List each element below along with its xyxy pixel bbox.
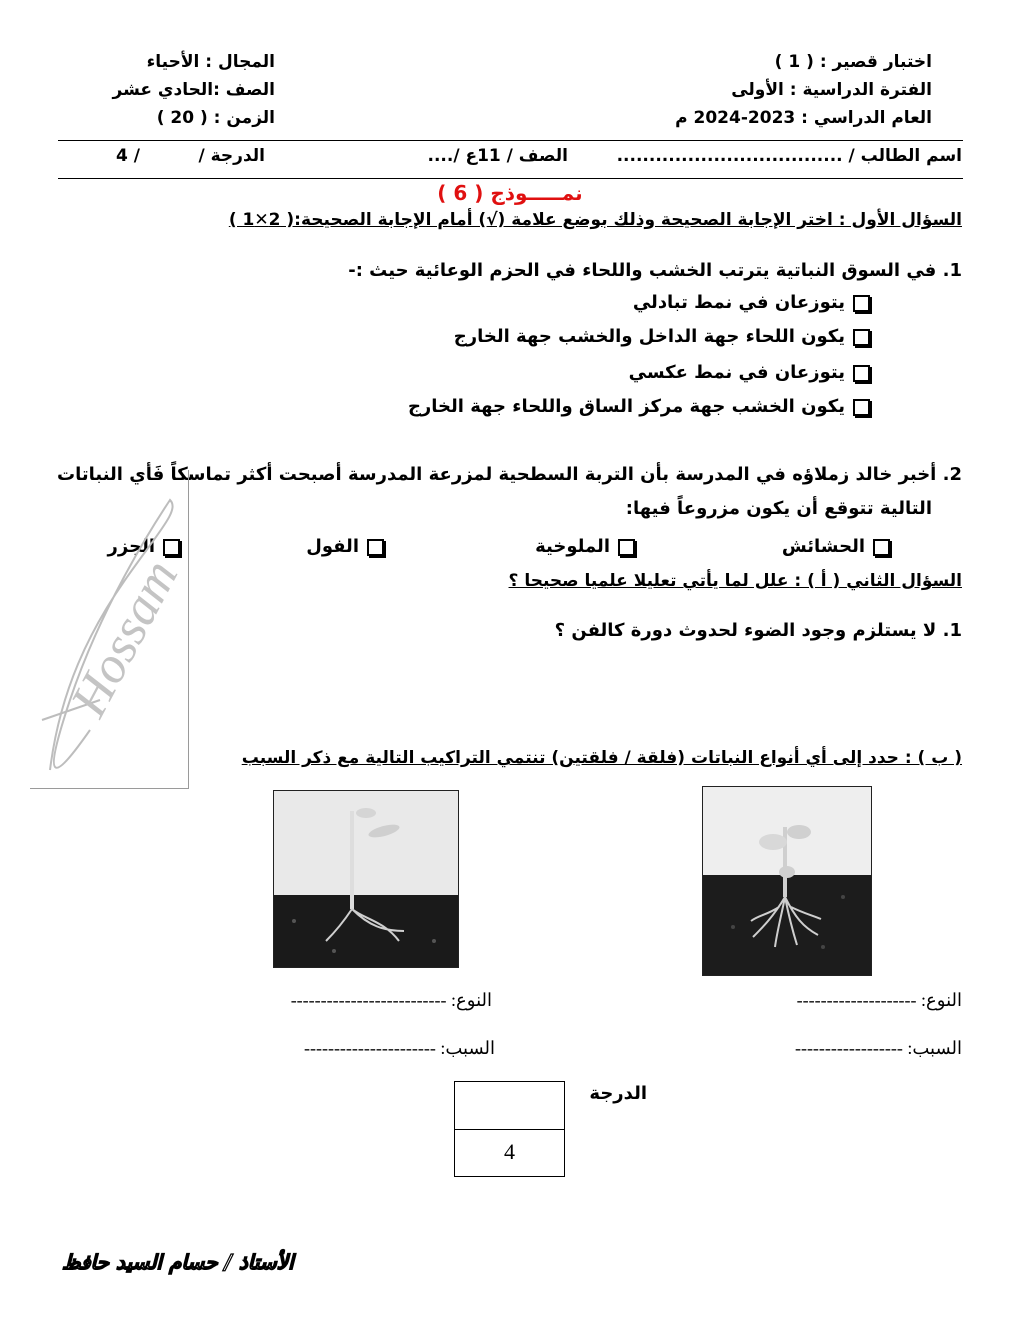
score-label: الدرجة / xyxy=(198,146,265,166)
dicot-plant-image xyxy=(702,786,872,976)
q1-item2-line2: التالية تتوقع أن يكون مزروعاً فيها: xyxy=(625,498,932,519)
checkbox-icon[interactable] xyxy=(853,365,870,382)
q1-item2-number: 2. xyxy=(942,464,962,485)
q2-item1-number: 1. xyxy=(942,620,962,641)
q1-item2-option-2[interactable]: الملوخية xyxy=(535,536,635,557)
teacher-signature: الأستاذ / حسام السيد حافظ xyxy=(62,1250,294,1274)
q1-item2-line1 xyxy=(57,464,962,485)
right-type-line[interactable]: النوع: -------------------- xyxy=(796,990,962,1010)
q1-item1-option-2[interactable]: يكون اللحاء جهة الداخل والخشب جهة الخارج xyxy=(454,326,870,347)
time-label: الزمن : ( 20 ) xyxy=(156,108,275,128)
checkbox-icon[interactable] xyxy=(367,539,384,556)
left-type-line[interactable]: النوع: -------------------------- xyxy=(290,990,492,1010)
checkbox-icon[interactable] xyxy=(853,329,870,346)
q1-item1-text: في السوق النباتية يترتب الخشب واللحاء في الحزم الوعائية حيث :- xyxy=(348,260,937,281)
checkbox-icon[interactable] xyxy=(853,399,870,416)
header-divider-bottom xyxy=(58,178,963,179)
checkbox-icon[interactable] xyxy=(618,539,635,556)
score-box-value: 4 xyxy=(504,1139,515,1164)
plant-seedling-image xyxy=(703,787,871,975)
term-label: الفترة الدراسية : الأولى xyxy=(731,80,932,100)
score-total: / 4 xyxy=(116,146,140,166)
q1-item1 xyxy=(348,260,962,281)
q1-item1-number: 1. xyxy=(942,260,962,281)
q1-title: السؤال الأول : اختر الإجابة الصحيحة وذلك بوضع علامة (√) أمام الإجابة الصحيحة:( 2✕1 ) xyxy=(228,210,962,230)
q1-item2-option-1[interactable]: الحشائش xyxy=(782,536,890,557)
year-label: العام الدراسي : 2023-2024 م xyxy=(675,108,932,128)
q2-item1 xyxy=(555,620,962,641)
watermark-frame xyxy=(30,470,189,789)
class-label: الصف / 11ع /.... xyxy=(427,146,568,166)
q1-item2-option-3[interactable]: الفول xyxy=(306,536,384,557)
checkbox-icon[interactable] xyxy=(853,295,870,312)
monocot-plant-image xyxy=(273,790,459,968)
watermark-text: Hossam xyxy=(60,550,188,726)
field-label: المجال : الأحياء xyxy=(146,52,275,72)
plant-seedling-image xyxy=(274,791,458,967)
header-divider-top xyxy=(58,140,963,141)
score-box xyxy=(454,1081,565,1177)
q1-item2-option-4[interactable]: الجزر xyxy=(108,536,180,557)
grade-label: الصف :الحادي عشر xyxy=(112,80,275,100)
student-name-label: اسم الطالب / ................................... xyxy=(616,146,962,166)
score-box-label: الدرجة xyxy=(589,1083,647,1104)
q1-item1-option-4[interactable]: يكون الخشب جهة مركز الساق واللحاء جهة الخارج xyxy=(408,396,870,417)
score-box-empty-cell[interactable] xyxy=(455,1082,564,1130)
q2-part-a-title: السؤال الثاني ( أ ) : علل لما يأتي تعليلا علميا صحيحا ؟ xyxy=(508,571,962,591)
watermark-signature-icon xyxy=(30,470,188,788)
checkbox-icon[interactable] xyxy=(873,539,890,556)
left-reason-line[interactable]: السبب: ---------------------- xyxy=(303,1038,495,1058)
model-number: نمـــــوذج ( 6 ) xyxy=(437,181,583,205)
q2-part-b-title: ( ب ) : حدد إلى أي أنواع النباتات (فلقة / فلقتين) تنتمي التراكيب التالية مع ذكر السبب xyxy=(241,748,962,768)
q2-item1-text: لا يستلزم وجود الضوء لحدوث دورة كالفن ؟ xyxy=(554,620,937,641)
q1-item2-text: أخبر خالد زملاؤه في المدرسة بأن التربة السطحية لمزرعة المدرسة أصبحت أكثر تماسكاً فَأي النباتات xyxy=(56,464,937,485)
quiz-title: اختبار قصير : ( 1 ) xyxy=(774,52,932,72)
right-reason-line[interactable]: السبب: ------------------ xyxy=(794,1038,962,1058)
q1-item1-option-1[interactable]: يتوزعان في نمط تبادلي xyxy=(633,292,870,313)
q1-item1-option-3[interactable]: يتوزعان في نمط عكسي xyxy=(629,362,870,383)
